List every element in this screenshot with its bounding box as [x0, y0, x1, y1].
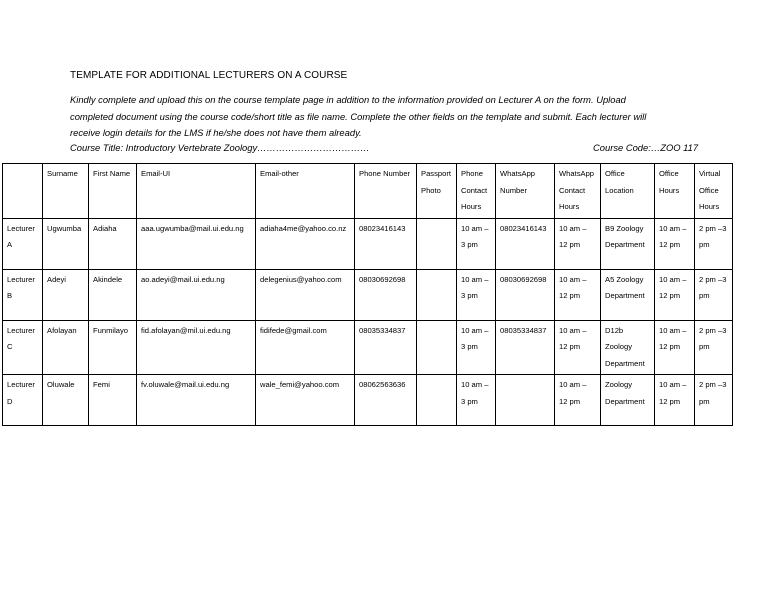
- table-cell: 10 am – 12 pm: [555, 269, 601, 320]
- table-cell: B9 Zoology Department: [601, 218, 655, 269]
- table-cell: Akindele: [89, 269, 137, 320]
- table-cell: 08023416143: [355, 218, 417, 269]
- table-cell: Oluwale: [43, 375, 89, 426]
- table-cell: 2 pm –3 pm: [695, 218, 733, 269]
- table-cell: [417, 269, 457, 320]
- table-cell: [417, 375, 457, 426]
- table-cell: 10 am – 12 pm: [555, 375, 601, 426]
- table-cell: D12b Zoology Department: [601, 320, 655, 375]
- table-cell: wale_femi@yahoo.com: [256, 375, 355, 426]
- table-cell: 08023416143: [496, 218, 555, 269]
- header-cell: Office Hours: [655, 164, 695, 219]
- table-cell: 10 am –3 pm: [457, 320, 496, 375]
- table-cell: Lecturer D: [3, 375, 43, 426]
- document-title: TEMPLATE FOR ADDITIONAL LECTURERS ON A COURSE: [70, 70, 348, 81]
- table-cell: Zoology Department: [601, 375, 655, 426]
- table-cell: aaa.ugwumba@mail.ui.edu.ng: [137, 218, 256, 269]
- header-cell: Passport Photo: [417, 164, 457, 219]
- instructions-line: Kindly complete and upload this on the course template page in addition to the information provided on Lecturer A on the form. Upload: [70, 94, 626, 105]
- table-cell: 08030692698: [355, 269, 417, 320]
- table-cell: adiaha4me@yahoo.co.nz: [256, 218, 355, 269]
- table-cell: 08062563636: [355, 375, 417, 426]
- table-row: [3, 269, 733, 320]
- instructions-line: completed document using the course code/short title as file name. Complete the other fields on the template and submit. Each lecturer will: [70, 110, 647, 122]
- table-cell: Ugwumba: [43, 218, 89, 269]
- course-code: Course Code:…ZOO 117: [593, 142, 699, 153]
- table-row: [3, 320, 733, 375]
- header-cell: Virtual Office Hours: [695, 164, 733, 219]
- table-cell: 10 am – 12 pm: [655, 218, 695, 269]
- table-cell: Lecturer B: [3, 269, 43, 320]
- table-cell: Afolayan: [43, 320, 89, 375]
- header-cell: First Name: [89, 164, 137, 219]
- header-cell: Office Location: [601, 164, 655, 219]
- table-cell: fid.afolayan@mil.ui.edu.ng: [137, 320, 256, 375]
- header-cell: Phone Contact Hours: [457, 164, 496, 219]
- table-cell: 10 am –3 pm: [457, 269, 496, 320]
- header-cell: Surname: [43, 164, 89, 219]
- instructions: [70, 92, 710, 142]
- table-cell: 10 am – 12 pm: [655, 375, 695, 426]
- course-title: Course Title: Introductory Vertebrate Zoology………………………………: [70, 142, 370, 153]
- table-cell: 10 am –3 pm: [457, 375, 496, 426]
- table-cell: 10 am – 12 pm: [555, 218, 601, 269]
- header-cell: WhatsApp Number: [496, 164, 555, 219]
- table-cell: 08035334837: [355, 320, 417, 375]
- table-cell: [417, 218, 457, 269]
- table-cell: Adiaha: [89, 218, 137, 269]
- table-cell: 10 am – 12 pm: [655, 269, 695, 320]
- table-cell: Lecturer A: [3, 218, 43, 269]
- table-cell: fidifede@gmail.com: [256, 320, 355, 375]
- table-cell: [417, 320, 457, 375]
- header-cell: Phone Number: [355, 164, 417, 219]
- table-cell: delegenius@yahoo.com: [256, 269, 355, 320]
- table-row: [3, 218, 733, 269]
- table-cell: 10 am –3 pm: [457, 218, 496, 269]
- header-cell: WhatsApp Contact Hours: [555, 164, 601, 219]
- table-cell: 2 pm –3 pm: [695, 320, 733, 375]
- table-cell: [496, 375, 555, 426]
- table-row: [3, 375, 733, 426]
- header-cell: Email-other: [256, 164, 355, 219]
- table-cell: 08035334837: [496, 320, 555, 375]
- header-cell: [3, 164, 43, 219]
- table-cell: A5 Zoology Department: [601, 269, 655, 320]
- table-cell: 2 pm –3 pm: [695, 375, 733, 426]
- instructions-line: receive login details for the LMS if he/she does not have them already.: [70, 127, 362, 138]
- table-cell: Femi: [89, 375, 137, 426]
- table-cell: ao.adeyi@mail.ui.edu.ng: [137, 269, 256, 320]
- table-cell: 2 pm –3 pm: [695, 269, 733, 320]
- header-cell: Email-UI: [137, 164, 256, 219]
- table-cell: 08030692698: [496, 269, 555, 320]
- table-cell: 10 am – 12 pm: [655, 320, 695, 375]
- table-cell: Adeyi: [43, 269, 89, 320]
- table-cell: Funmilayo: [89, 320, 137, 375]
- table-cell: Lecturer C: [3, 320, 43, 375]
- table-header-row: [3, 164, 733, 219]
- table-cell: 10 am – 12 pm: [555, 320, 601, 375]
- table-cell: fv.oluwale@mail.ui.edu.ng: [137, 375, 256, 426]
- lecturers-table: [2, 163, 733, 426]
